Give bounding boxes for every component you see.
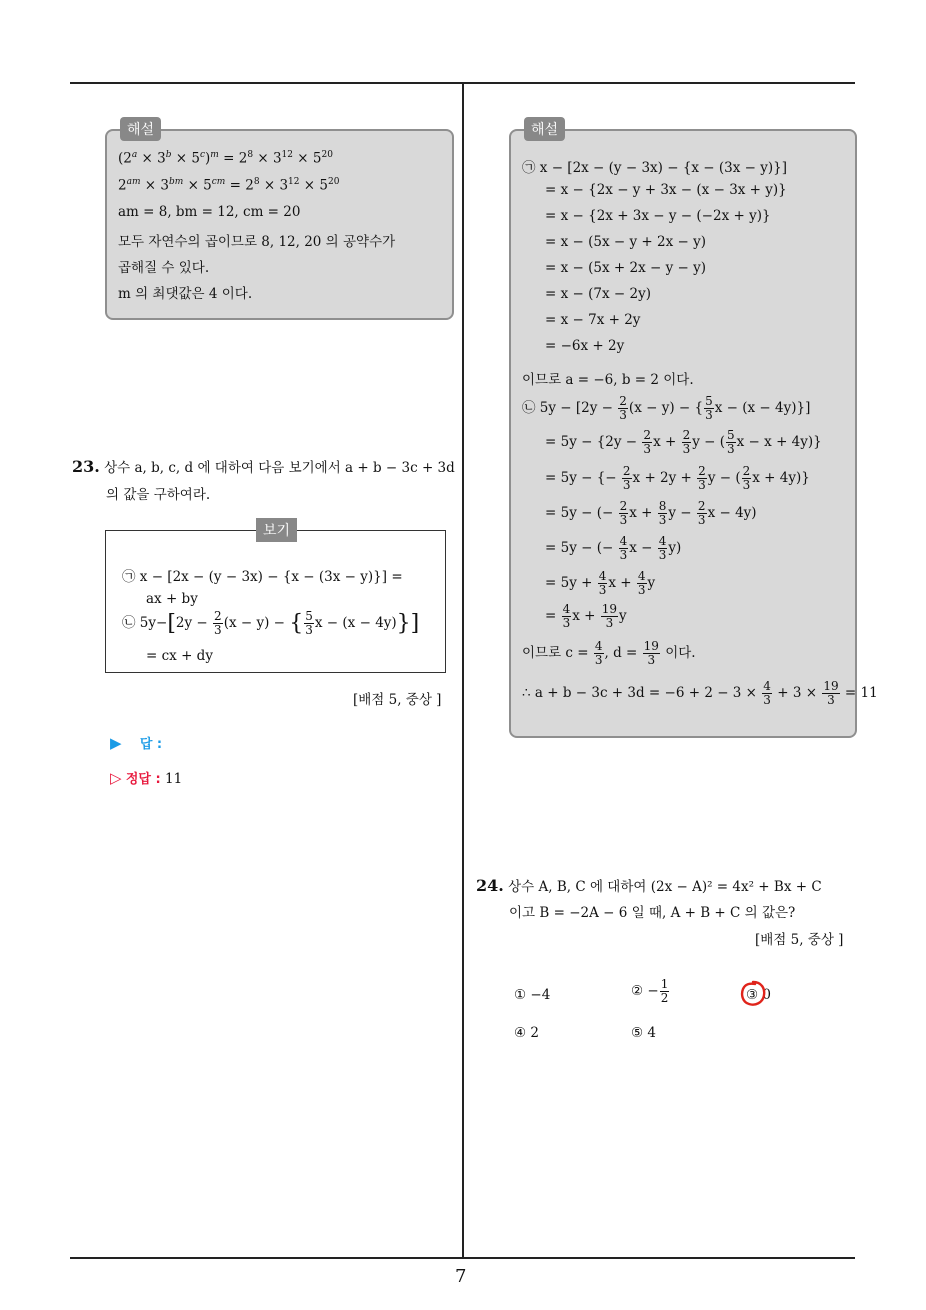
choice-2-frac: $\frac{1}{2}$ — [660, 977, 669, 1005]
q23-number: 23. — [72, 457, 100, 476]
q23-correct-row — [110, 768, 182, 787]
q24-text-1: 상수 A, B, C 에 대하여 (2x − A)² = 4x² + Bx + C — [508, 879, 822, 895]
right-line-b-4: = 5y − (− $\frac{2}{3}$ x + $\frac{8}{3}$ y − $\frac{2}{3}$ x − 4y) — [545, 499, 757, 527]
correct-label: 정답 : — [125, 772, 161, 787]
q23-score: [배점 5, 중상 ] — [353, 692, 442, 708]
answer-label: 답 : — [139, 737, 163, 752]
fraction: $\frac{4}{3}$ — [619, 534, 628, 562]
right-line-a-4: = x − (5x − y + 2x − y) — [545, 234, 706, 250]
right-final-line: ∴ a + b − 3c + 3d = −6 + 2 − 3 × $\frac{4}{3}$ + 3 × $\frac{19}{3}$ = 11 — [522, 679, 878, 707]
fraction: $\frac{2}{3}$ — [622, 464, 631, 492]
right-line-a-5: = x − (5x + 2x − y − y) — [545, 260, 706, 276]
fraction: $\frac{19}{3}$ — [643, 639, 659, 667]
bogi-tag: 보기 — [256, 518, 297, 542]
fraction: $\frac{4}{3}$ — [594, 639, 603, 667]
right-line-b-5: = 5y − (− $\frac{4}{3}$ x − $\frac{4}{3}$ y) — [545, 534, 682, 562]
right-line-a-2: = x − {2x − y + 3x − (x − 3x + y)} — [545, 182, 787, 198]
bogi-item-2b: = cx + dy — [146, 648, 213, 664]
fraction: $\frac{2}{3}$ — [742, 464, 751, 492]
bogi-item-1a: ㉠ x − [2x − (y − 3x) − {x − (3x − y)}] = — [122, 569, 403, 585]
fraction: $\frac{2}{3}$ — [698, 464, 706, 492]
choice-1[interactable]: ① −4 — [514, 987, 551, 1003]
q24-line-1 — [476, 875, 822, 895]
right-result-b: 이므로 c = $\frac{4}{3}$ , d = $\frac{19}{3}$ 이다. — [522, 639, 696, 667]
right-line-b-1: ㉡ 5y − [2y − $\frac{2}{3}$ (x − y) − { $\frac{5}{3}$ x − (x − 4y)}] — [522, 394, 811, 422]
fraction: $\frac{2}{3}$ — [619, 499, 628, 527]
right-line-a-6: = x − (7x − 2y) — [545, 286, 651, 302]
right-line-a-1: ㉠ x − [2x − (y − 3x) − {x − (3x − y)}] — [522, 160, 788, 176]
left-solution-line-2: $2^{am} \times 3^{bm} \times 5^{cm} = 2^8 \times 3^{12} \times 5^{20}$ — [118, 177, 340, 194]
right-line-b-7: = $\frac{4}{3}$ x + $\frac{19}{3}$ y — [545, 602, 627, 630]
fraction: $\frac{4}{3}$ — [658, 534, 667, 562]
fraction: $\frac{2}{3}$ — [697, 499, 706, 527]
bottom-rule — [70, 1257, 855, 1259]
bogi-item-2a: ㉡ 5y−[2y − $\frac{2}{3}$ (x − y) − { $\frac{5}{3}$ x − (x − 4y)}] — [122, 609, 420, 637]
q23-line-2: 의 값을 구하여라. — [106, 487, 211, 503]
left-solution-line-4: 모두 자연수의 곱이므로 8, 12, 20 의 공약수가 — [118, 234, 396, 250]
right-line-b-6: = 5y + $\frac{4}{3}$ x + $\frac{4}{3}$ y — [545, 569, 656, 597]
right-line-a-8: = −6x + 2y — [545, 338, 625, 354]
left-solution-line-6: m 의 최댓값은 4 이다. — [118, 286, 253, 302]
correct-arrow-icon: ▷ — [110, 769, 122, 787]
choice-5[interactable]: ⑤ 4 — [631, 1025, 656, 1041]
right-line-a-7: = x − 7x + 2y — [545, 312, 641, 328]
left-solution-line-5: 곱해질 수 있다. — [118, 260, 210, 276]
fraction: $\frac{19}{3}$ — [823, 679, 839, 707]
choice-2[interactable]: ② − $\frac{1}{2}$ — [631, 977, 669, 1005]
choice-3[interactable]: ③ 0 — [746, 987, 771, 1003]
selected-circle-mark — [738, 979, 768, 1009]
q24-number: 24. — [476, 876, 504, 895]
fraction: $\frac{2}{3}$ — [619, 394, 627, 422]
fraction: $\frac{2}{3}$ — [682, 428, 691, 456]
bogi-frac-2: $\frac{5}{3}$ — [305, 609, 313, 637]
right-line-b-3: = 5y − {− $\frac{2}{3}$ x + 2y + $\frac{2}{3}$ y − ( $\frac{2}{3}$ x + 4y)} — [545, 464, 810, 492]
fraction: $\frac{4}{3}$ — [562, 602, 571, 630]
q23-answer-row — [110, 733, 162, 752]
page-number: 7 — [455, 1266, 467, 1287]
fraction: $\frac{5}{3}$ — [727, 428, 735, 456]
fraction: $\frac{4}{3}$ — [763, 679, 771, 707]
fraction: $\frac{5}{3}$ — [705, 394, 713, 422]
choice-4[interactable]: ④ 2 — [514, 1025, 539, 1041]
fraction: $\frac{8}{3}$ — [658, 499, 667, 527]
bogi-item-1b: ax + by — [146, 591, 198, 607]
q24-line-2: 이고 B = −2A − 6 일 때, A + B + C 의 값은? — [509, 905, 796, 921]
right-line-b-2: = 5y − {2y − $\frac{2}{3}$ x + $\frac{2}{3}$ y − ( $\frac{5}{3}$ x − x + 4y)} — [545, 428, 822, 456]
q24-score: [배점 5, 중상 ] — [755, 932, 844, 948]
right-solution-tag: 해설 — [524, 117, 565, 141]
fraction: $\frac{4}{3}$ — [598, 569, 607, 597]
left-solution-line-1: $(2^a \times 3^b \times 5^c)^m = 2^8 \times 3^{12} \times 5^{20}$ — [118, 150, 333, 167]
right-line-a-3: = x − {2x + 3x − y − (−2x + y)} — [545, 208, 771, 224]
left-solution-tag: 해설 — [120, 117, 161, 141]
left-solution-line-3: am = 8, bm = 12, cm = 20 — [118, 204, 301, 220]
q23-line-1 — [72, 456, 455, 476]
correct-value: 11 — [164, 771, 183, 787]
right-result-a: 이므로 a = −6, b = 2 이다. — [522, 372, 694, 388]
fraction: $\frac{19}{3}$ — [601, 602, 618, 630]
q23-text-1: 상수 a, b, c, d 에 대하여 다음 보기에서 a + b − 3c + 3d — [104, 460, 455, 476]
bogi-frac-1: $\frac{2}{3}$ — [214, 609, 222, 637]
fraction: $\frac{4}{3}$ — [637, 569, 646, 597]
fraction: $\frac{2}{3}$ — [643, 428, 652, 456]
answer-arrow-icon: ▶ — [110, 734, 122, 752]
column-divider — [462, 83, 464, 1258]
